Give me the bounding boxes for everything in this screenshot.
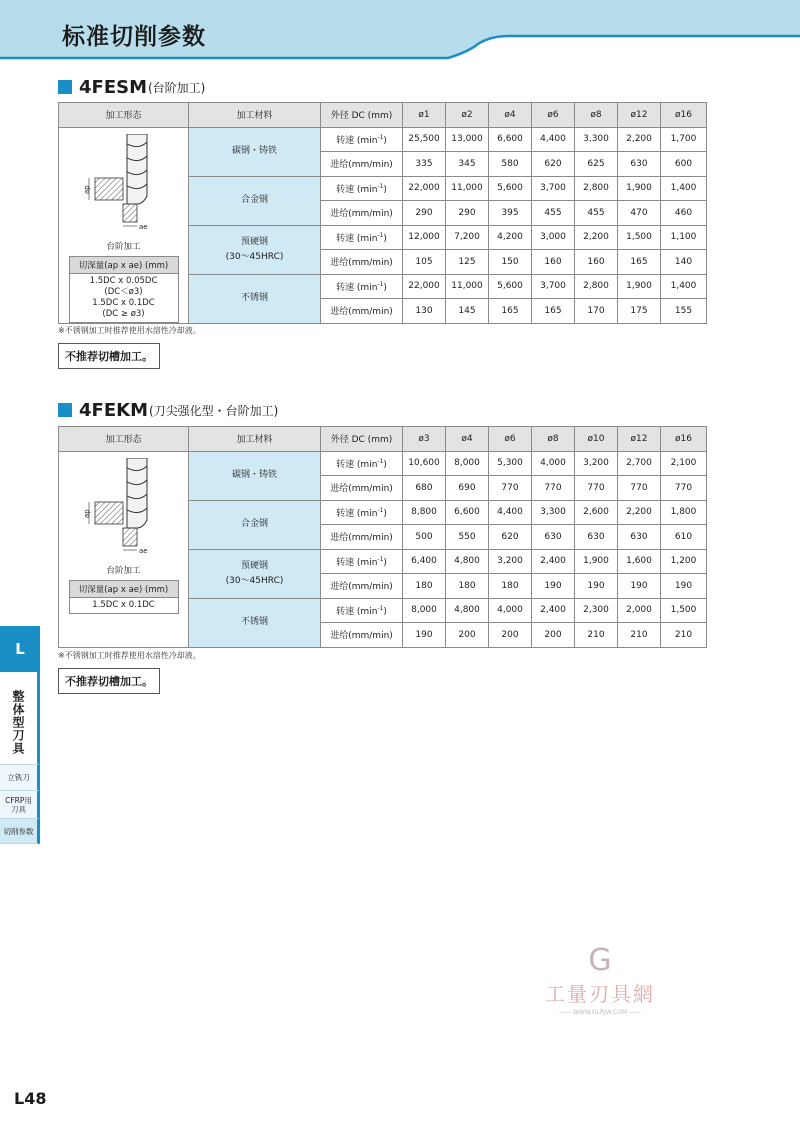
- diameter-cell: ø4: [489, 103, 532, 128]
- feed-value: 140: [661, 250, 707, 275]
- feed-value: 160: [575, 250, 618, 275]
- feed-value: 200: [446, 623, 489, 648]
- speed-value: 2,400: [532, 549, 575, 574]
- speed-value: 10,600: [403, 451, 446, 476]
- speed-label-text: 转速 (min: [336, 184, 378, 195]
- feed-label: 进给(mm/min): [321, 299, 403, 324]
- feed-value: 190: [618, 574, 661, 599]
- speed-label-close: ): [383, 184, 387, 195]
- speed-value: 12,000: [403, 225, 446, 250]
- feed-value: 345: [446, 152, 489, 177]
- diameter-cell: ø12: [618, 427, 661, 452]
- square-bullet-icon: [58, 403, 72, 417]
- speed-value: 5,300: [489, 451, 532, 476]
- model-subtitle: (刀尖强化型・台阶加工): [148, 403, 279, 418]
- page-header: [0, 0, 800, 62]
- material-name: 不锈钢: [240, 293, 268, 303]
- speed-value: 3,700: [532, 176, 575, 201]
- speed-label-text: 转速 (min: [336, 282, 378, 293]
- speed-value: 2,000: [618, 598, 661, 623]
- speed-value: 1,500: [661, 598, 707, 623]
- feed-value: 165: [532, 299, 575, 324]
- watermark-url: —— WWW.GLRJW.COM ——: [558, 1009, 641, 1016]
- feed-value: 175: [618, 299, 661, 324]
- feed-label: 进给(mm/min): [321, 152, 403, 177]
- speed-label-sup: -1: [377, 604, 384, 612]
- speed-value: 5,600: [489, 176, 532, 201]
- speed-label: [321, 451, 403, 476]
- speed-value: 4,800: [446, 598, 489, 623]
- speed-value: 4,000: [489, 598, 532, 623]
- feed-value: 470: [618, 201, 661, 226]
- depth-line: (DC＜ø3): [104, 286, 143, 297]
- feed-value: 170: [575, 299, 618, 324]
- speed-value: 11,000: [446, 274, 489, 299]
- feed-value: 150: [489, 250, 532, 275]
- material-cell: [189, 225, 321, 274]
- diameter-cell: ø3: [403, 427, 446, 452]
- no-slotting-note: 不推荐切槽加工。: [58, 668, 160, 694]
- feed-value: 625: [575, 152, 618, 177]
- sidebar-item-end-mill[interactable]: 立铣刀: [0, 764, 40, 790]
- speed-value: 5,600: [489, 274, 532, 299]
- feed-value: 155: [661, 299, 707, 324]
- speed-value: 8,000: [403, 598, 446, 623]
- feed-value: 125: [446, 250, 489, 275]
- material-name: 合金钢: [240, 195, 268, 205]
- speed-value: 2,700: [618, 451, 661, 476]
- speed-label: [321, 274, 403, 299]
- diameter-cell: ø1: [403, 103, 446, 128]
- header-diameter: 外径 DC (mm): [321, 427, 403, 452]
- speed-value: 3,300: [532, 500, 575, 525]
- material-cell: [189, 598, 321, 647]
- feed-value: 630: [618, 525, 661, 550]
- speed-label-close: ): [383, 282, 387, 293]
- feed-value: 455: [575, 201, 618, 226]
- depth-of-cut-box: [69, 256, 179, 323]
- speed-label-text: 转速 (min: [336, 233, 378, 244]
- speed-label-text: 转速 (min: [336, 606, 378, 617]
- watermark: [530, 944, 670, 1014]
- feed-value: 160: [532, 250, 575, 275]
- speed-value: 1,600: [618, 549, 661, 574]
- speed-label-close: ): [383, 233, 387, 244]
- feed-value: 180: [403, 574, 446, 599]
- feed-value: 200: [489, 623, 532, 648]
- feed-value: 770: [532, 476, 575, 501]
- speed-value: 1,500: [618, 225, 661, 250]
- material-hardness: (30～45HRC): [225, 575, 284, 586]
- speed-value: 2,200: [618, 500, 661, 525]
- cutting-table-4fesm: [58, 102, 707, 324]
- speed-label-text: 转速 (min: [336, 557, 378, 568]
- depth-line: (DC ≥ ø3): [102, 308, 145, 319]
- feed-label: 进给(mm/min): [321, 201, 403, 226]
- diameter-cell: ø16: [661, 103, 707, 128]
- feed-label: 进给(mm/min): [321, 623, 403, 648]
- feed-label: 进给(mm/min): [321, 574, 403, 599]
- depth-header: 切深量(ap x ae) (mm): [70, 257, 178, 274]
- depth-header: 切深量(ap x ae) (mm): [70, 581, 178, 598]
- speed-value: 2,200: [575, 225, 618, 250]
- feed-value: 620: [532, 152, 575, 177]
- speed-value: 4,200: [489, 225, 532, 250]
- speed-value: 3,700: [532, 274, 575, 299]
- table-row: [59, 451, 707, 476]
- watermark-text: 工量刃具網: [545, 982, 655, 1006]
- speed-value: 1,900: [618, 176, 661, 201]
- material-name: 不锈钢: [240, 617, 268, 627]
- feed-value: 500: [403, 525, 446, 550]
- feed-value: 190: [403, 623, 446, 648]
- speed-value: 25,500: [403, 127, 446, 152]
- depth-line: 1.5DC x 0.1DC: [92, 599, 155, 610]
- feed-value: 210: [618, 623, 661, 648]
- speed-label-sup: -1: [377, 133, 384, 141]
- material-cell: [189, 176, 321, 225]
- model-name: 4FESM: [79, 76, 147, 98]
- speed-value: 4,400: [489, 500, 532, 525]
- feed-label: 进给(mm/min): [321, 250, 403, 275]
- speed-value: 7,200: [446, 225, 489, 250]
- speed-value: 1,400: [661, 274, 707, 299]
- section-title-4fekm: [58, 399, 278, 421]
- ae-label: ae: [138, 222, 148, 231]
- speed-value: 2,200: [618, 127, 661, 152]
- speed-value: 3,200: [489, 549, 532, 574]
- ap-label: ap: [82, 508, 91, 518]
- diameter-cell: ø6: [532, 103, 575, 128]
- speed-label-close: ): [383, 557, 387, 568]
- feed-value: 105: [403, 250, 446, 275]
- speed-label-close: ): [383, 459, 387, 470]
- diameter-cell: ø16: [661, 427, 707, 452]
- feed-value: 130: [403, 299, 446, 324]
- speed-label-sup: -1: [377, 182, 384, 190]
- feed-value: 165: [618, 250, 661, 275]
- speed-label: [321, 176, 403, 201]
- material-name: 碳钢・铸铁: [231, 470, 277, 480]
- speed-label-text: 转速 (min: [336, 459, 378, 470]
- speed-label-sup: -1: [377, 555, 384, 563]
- feed-label: 进给(mm/min): [321, 476, 403, 501]
- speed-value: 13,000: [446, 127, 489, 152]
- table-row: [59, 127, 707, 152]
- speed-label: [321, 549, 403, 574]
- feed-value: 210: [575, 623, 618, 648]
- speed-value: 1,900: [575, 549, 618, 574]
- ae-label: ae: [138, 546, 148, 555]
- feed-value: 770: [489, 476, 532, 501]
- speed-value: 3,300: [575, 127, 618, 152]
- speed-value: 8,800: [403, 500, 446, 525]
- speed-value: 2,800: [575, 274, 618, 299]
- feed-value: 610: [661, 525, 707, 550]
- shape-caption: 台阶加工: [106, 241, 141, 252]
- feed-value: 210: [661, 623, 707, 648]
- feed-value: 180: [446, 574, 489, 599]
- material-name: 碳钢・铸铁: [231, 146, 277, 156]
- end-mill-step-diagram-icon: [81, 458, 167, 562]
- header-material: 加工材料: [189, 427, 321, 452]
- speed-label: [321, 500, 403, 525]
- feed-value: 190: [532, 574, 575, 599]
- feed-value: 770: [661, 476, 707, 501]
- end-mill-step-diagram-icon: [81, 134, 167, 238]
- speed-value: 1,200: [661, 549, 707, 574]
- speed-label-text: 转速 (min: [336, 508, 378, 519]
- feed-value: 335: [403, 152, 446, 177]
- speed-value: 22,000: [403, 176, 446, 201]
- speed-value: 6,600: [446, 500, 489, 525]
- depth-of-cut-box: [69, 580, 179, 614]
- table-header-row: [59, 427, 707, 452]
- cutting-table-4fekm: [58, 426, 707, 648]
- speed-value: 1,100: [661, 225, 707, 250]
- material-hardness: (30～45HRC): [225, 251, 284, 262]
- feed-value: 620: [489, 525, 532, 550]
- speed-value: 2,800: [575, 176, 618, 201]
- feed-value: 680: [403, 476, 446, 501]
- material-cell: [189, 274, 321, 323]
- material-cell: [189, 500, 321, 549]
- speed-value: 4,800: [446, 549, 489, 574]
- speed-value: 1,900: [618, 274, 661, 299]
- no-slotting-note: 不推荐切槽加工。: [58, 343, 160, 369]
- diameter-cell: ø8: [532, 427, 575, 452]
- table-header-row: [59, 103, 707, 128]
- diameter-cell: ø2: [446, 103, 489, 128]
- speed-label-text: 转速 (min: [336, 135, 378, 146]
- sidebar-item-cutting-params[interactable]: 切削参数: [0, 818, 40, 844]
- feed-value: 460: [661, 201, 707, 226]
- speed-value: 2,100: [661, 451, 707, 476]
- feed-value: 455: [532, 201, 575, 226]
- feed-value: 580: [489, 152, 532, 177]
- page-number: L48: [14, 1089, 47, 1108]
- diameter-cell: ø4: [446, 427, 489, 452]
- speed-value: 6,400: [403, 549, 446, 574]
- coolant-note: ※不锈钢加工时推荐使用水溶性冷却液。: [58, 651, 201, 660]
- feed-value: 190: [575, 574, 618, 599]
- speed-value: 1,700: [661, 127, 707, 152]
- speed-value: 3,200: [575, 451, 618, 476]
- sidebar-category[interactable]: [0, 672, 40, 764]
- speed-label-close: ): [383, 135, 387, 146]
- feed-value: 290: [403, 201, 446, 226]
- speed-label-sup: -1: [377, 457, 384, 465]
- speed-value: 11,000: [446, 176, 489, 201]
- speed-label-sup: -1: [377, 231, 384, 239]
- header-diameter: 外径 DC (mm): [321, 103, 403, 128]
- speed-label-sup: -1: [377, 280, 384, 288]
- speed-label: [321, 225, 403, 250]
- feed-value: 630: [618, 152, 661, 177]
- speed-value: 1,400: [661, 176, 707, 201]
- feed-value: 290: [446, 201, 489, 226]
- speed-label: [321, 127, 403, 152]
- sidebar-category-label: 整体型刀具: [11, 690, 25, 755]
- speed-label-sup: -1: [377, 506, 384, 514]
- feed-value: 200: [532, 623, 575, 648]
- coolant-note: ※不锈钢加工时推荐使用水溶性冷却液。: [58, 326, 201, 335]
- diameter-cell: ø12: [618, 103, 661, 128]
- feed-value: 770: [618, 476, 661, 501]
- feed-value: 690: [446, 476, 489, 501]
- page-title: 标准切削参数: [62, 24, 206, 50]
- section-title-4fesm: [58, 76, 205, 98]
- feed-value: 165: [489, 299, 532, 324]
- model-subtitle: (台阶加工): [148, 80, 206, 95]
- ap-label: ap: [82, 184, 91, 194]
- speed-label: [321, 598, 403, 623]
- depth-line: 1.5DC x 0.1DC: [92, 297, 155, 308]
- speed-value: 22,000: [403, 274, 446, 299]
- feed-value: 145: [446, 299, 489, 324]
- shape-cell: [59, 127, 189, 323]
- feed-value: 630: [575, 525, 618, 550]
- material-cell: [189, 127, 321, 176]
- shape-caption: 台阶加工: [106, 565, 141, 576]
- header-material: 加工材料: [189, 103, 321, 128]
- material-name: 预硬钢: [240, 560, 268, 571]
- speed-value: 3,000: [532, 225, 575, 250]
- depth-line: 1.5DC x 0.05DC: [89, 275, 158, 286]
- speed-value: 2,300: [575, 598, 618, 623]
- sidebar-section-letter[interactable]: L: [0, 626, 40, 672]
- feed-value: 395: [489, 201, 532, 226]
- diameter-cell: ø10: [575, 427, 618, 452]
- feed-label: 进给(mm/min): [321, 525, 403, 550]
- speed-value: 2,400: [532, 598, 575, 623]
- speed-label-close: ): [383, 606, 387, 617]
- feed-value: 630: [532, 525, 575, 550]
- speed-value: 6,600: [489, 127, 532, 152]
- shape-cell: [59, 451, 189, 647]
- header-shape: 加工形态: [59, 427, 189, 452]
- material-cell: [189, 549, 321, 598]
- speed-value: 8,000: [446, 451, 489, 476]
- diameter-cell: ø8: [575, 103, 618, 128]
- feed-value: 770: [575, 476, 618, 501]
- material-cell: [189, 451, 321, 500]
- speed-value: 4,000: [532, 451, 575, 476]
- sidebar-item-cfrp[interactable]: CFRP用 刀具: [0, 790, 40, 818]
- feed-value: 600: [661, 152, 707, 177]
- material-name: 合金钢: [240, 519, 268, 529]
- speed-label-close: ): [383, 508, 387, 519]
- model-name: 4FEKM: [79, 399, 148, 421]
- feed-value: 190: [661, 574, 707, 599]
- diameter-cell: ø6: [489, 427, 532, 452]
- speed-value: 4,400: [532, 127, 575, 152]
- feed-value: 550: [446, 525, 489, 550]
- material-name: 预硬钢: [240, 236, 268, 247]
- header-shape: 加工形态: [59, 103, 189, 128]
- feed-value: 180: [489, 574, 532, 599]
- watermark-logo-icon: G: [588, 943, 612, 978]
- square-bullet-icon: [58, 80, 72, 94]
- speed-value: 1,800: [661, 500, 707, 525]
- speed-value: 2,600: [575, 500, 618, 525]
